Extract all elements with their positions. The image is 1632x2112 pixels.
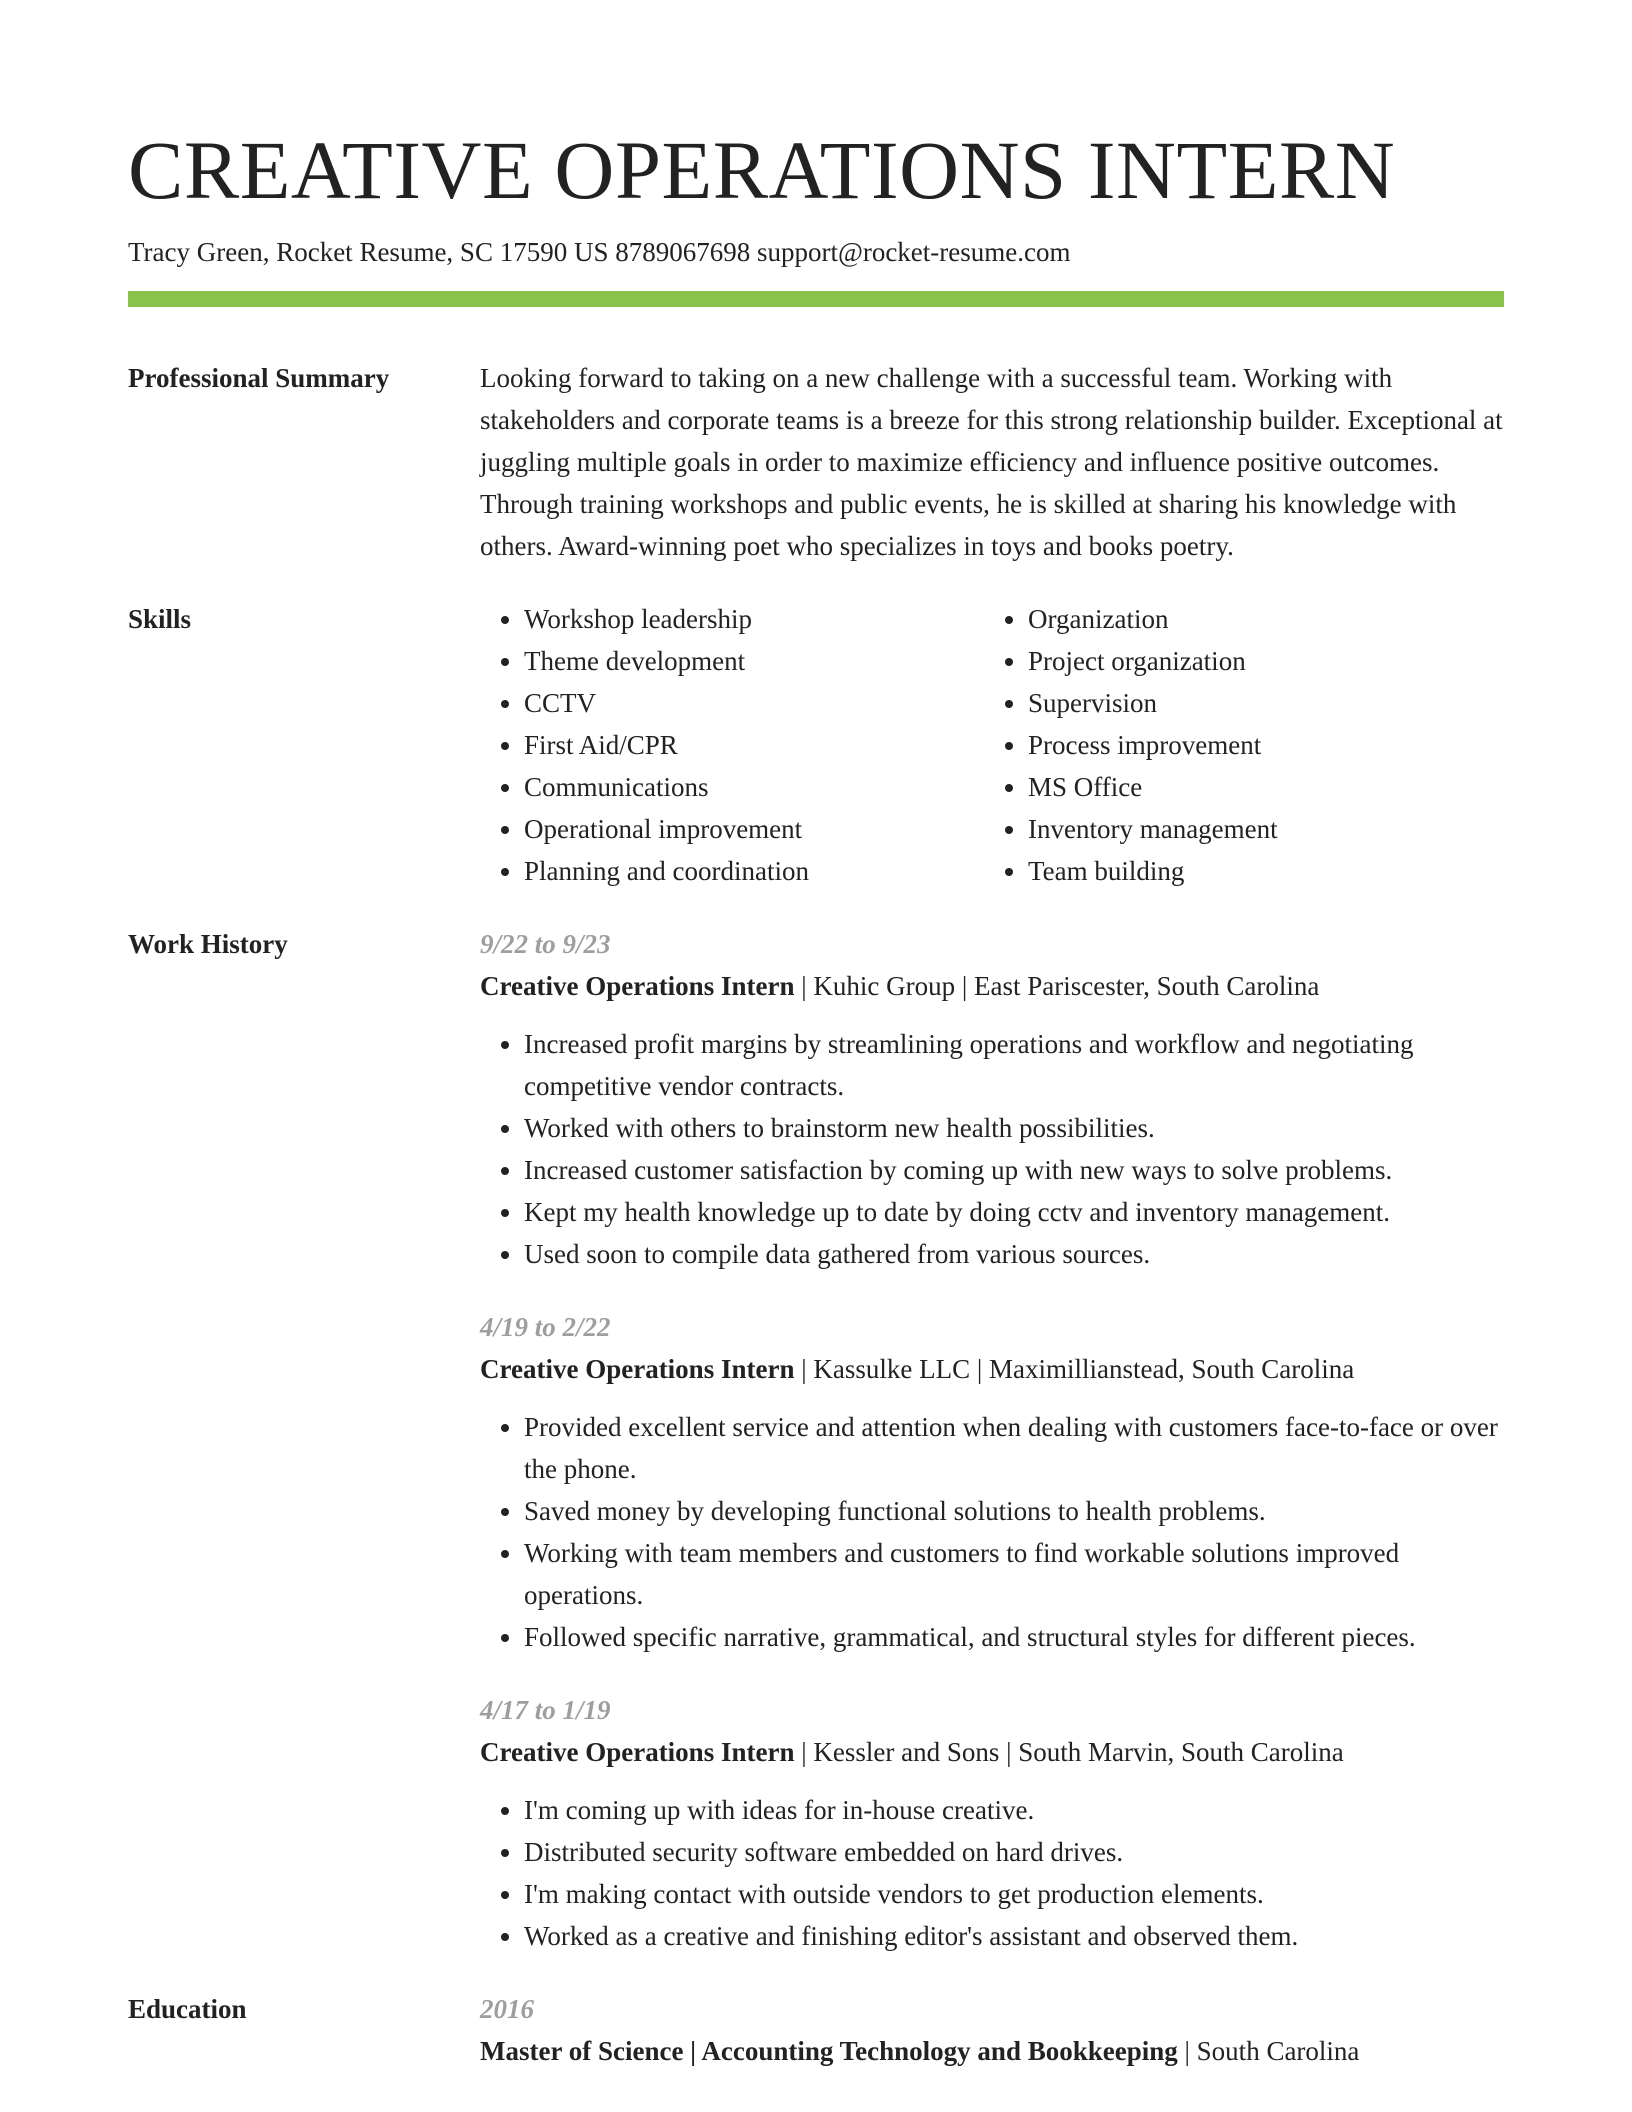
job-bullets (480, 1789, 1504, 1957)
job-employer: | Kuhic Group | East Pariscester, South Carolina (794, 971, 1320, 1001)
resume-title: CREATIVE OPERATIONS INTERN (128, 124, 1396, 216)
skills-section (128, 598, 1504, 892)
job-entry (480, 1306, 1504, 1658)
resume-page (128, 120, 1504, 2072)
job-employer: | Kassulke LLC | Maximillianstead, South Carolina (794, 1354, 1355, 1384)
skill-item: • Operational improvement (524, 808, 984, 850)
skill-item: • MS Office (1028, 766, 1488, 808)
skills-column-2 (984, 598, 1488, 892)
education-year: 2016 (480, 1994, 534, 2024)
skills-list (480, 598, 1504, 892)
skill-item: • First Aid/CPR (524, 724, 984, 766)
contact-email: support@rocket-resume.com (756, 237, 1071, 267)
work-history-section (128, 923, 1504, 1957)
job-bullet: • Increased customer satisfaction by coming up with new ways to solve problems. (524, 1149, 1504, 1191)
education-heading (480, 2030, 1504, 2072)
skill-item: • Inventory management (1028, 808, 1488, 850)
job-bullet: • I'm coming up with ideas for in-house creative. (524, 1789, 1504, 1831)
section-label-work: Work History (128, 929, 288, 959)
accent-divider (128, 291, 1504, 307)
education-section (128, 1988, 1504, 2072)
skill-item: • CCTV (524, 682, 984, 724)
skill-item: • Process improvement (1028, 724, 1488, 766)
skill-item: • Project organization (1028, 640, 1488, 682)
section-label-education: Education (128, 1994, 247, 2024)
job-entry (480, 923, 1504, 1275)
job-bullet: • Working with team members and customers to find workable solutions improved operations. (524, 1532, 1504, 1616)
job-bullet: • Increased profit margins by streamlining operations and workflow and negotiating competitive vendor contracts. (524, 1023, 1504, 1107)
contact-phone: 8789067698 (615, 237, 751, 267)
job-bullet: • Provided excellent service and attention when dealing with customers face-to-face or over the phone. (524, 1406, 1504, 1490)
skill-item: • Theme development (524, 640, 984, 682)
contact-line (128, 234, 1504, 270)
job-bullet: • Followed specific narrative, grammatical, and structural styles for different pieces. (524, 1616, 1504, 1658)
work-history-list (480, 923, 1504, 1957)
job-bullet: • Worked with others to brainstorm new health possibilities. (524, 1107, 1504, 1149)
section-label-summary: Professional Summary (128, 363, 390, 393)
job-employer: | Kessler and Sons | South Marvin, South Carolina (794, 1737, 1344, 1767)
skill-item: • Communications (524, 766, 984, 808)
job-title: Creative Operations Intern (480, 1354, 795, 1384)
education-entry (480, 1988, 1504, 2072)
section-label-skills: Skills (128, 604, 192, 634)
job-bullets (480, 1406, 1504, 1658)
job-dates: 4/19 to 2/22 (480, 1312, 611, 1342)
contact-name: Tracy Green, Rocket Resume, SC 17590 US (128, 237, 609, 267)
job-title: Creative Operations Intern (480, 1737, 795, 1767)
job-title: Creative Operations Intern (480, 971, 795, 1001)
skill-item: • Planning and coordination (524, 850, 984, 892)
job-bullet: • Used soon to compile data gathered from various sources. (524, 1233, 1504, 1275)
job-heading (480, 1348, 1504, 1390)
job-bullets (480, 1023, 1504, 1275)
job-dates: 9/22 to 9/23 (480, 929, 611, 959)
job-entry (480, 1689, 1504, 1957)
summary-section (128, 357, 1504, 567)
education-degree: Master of Science | Accounting Technology and Bookkeeping (480, 2036, 1178, 2066)
job-heading (480, 965, 1504, 1007)
skill-item: • Supervision (1028, 682, 1488, 724)
skill-item: • Team building (1028, 850, 1488, 892)
job-bullet: • Distributed security software embedded on hard drives. (524, 1831, 1504, 1873)
job-bullet: • I'm making contact with outside vendors to get production elements. (524, 1873, 1504, 1915)
education-location: | South Carolina (1177, 2036, 1360, 2066)
job-bullet: • Kept my health knowledge up to date by doing cctv and inventory management. (524, 1191, 1504, 1233)
job-bullet: • Saved money by developing functional solutions to health problems. (524, 1490, 1504, 1532)
job-heading (480, 1731, 1504, 1773)
summary-text: Looking forward to taking on a new challenge with a successful team. Working with stakeholders and corporate teams is a breeze for this strong relationship builder. Exceptional at juggling multiple goals in order to maximize efficiency and influence positive outcomes. Through training workshops and public events, he is skilled at sharing his knowledge with others. Award-winning poet who specializes in toys and books poetry. (480, 363, 1503, 561)
job-bullet: • Worked as a creative and finishing editor's assistant and observed them. (524, 1915, 1504, 1957)
skill-item: • Organization (1028, 598, 1488, 640)
skill-item: • Workshop leadership (524, 598, 984, 640)
skills-column-1 (480, 598, 984, 892)
job-dates: 4/17 to 1/19 (480, 1695, 611, 1725)
